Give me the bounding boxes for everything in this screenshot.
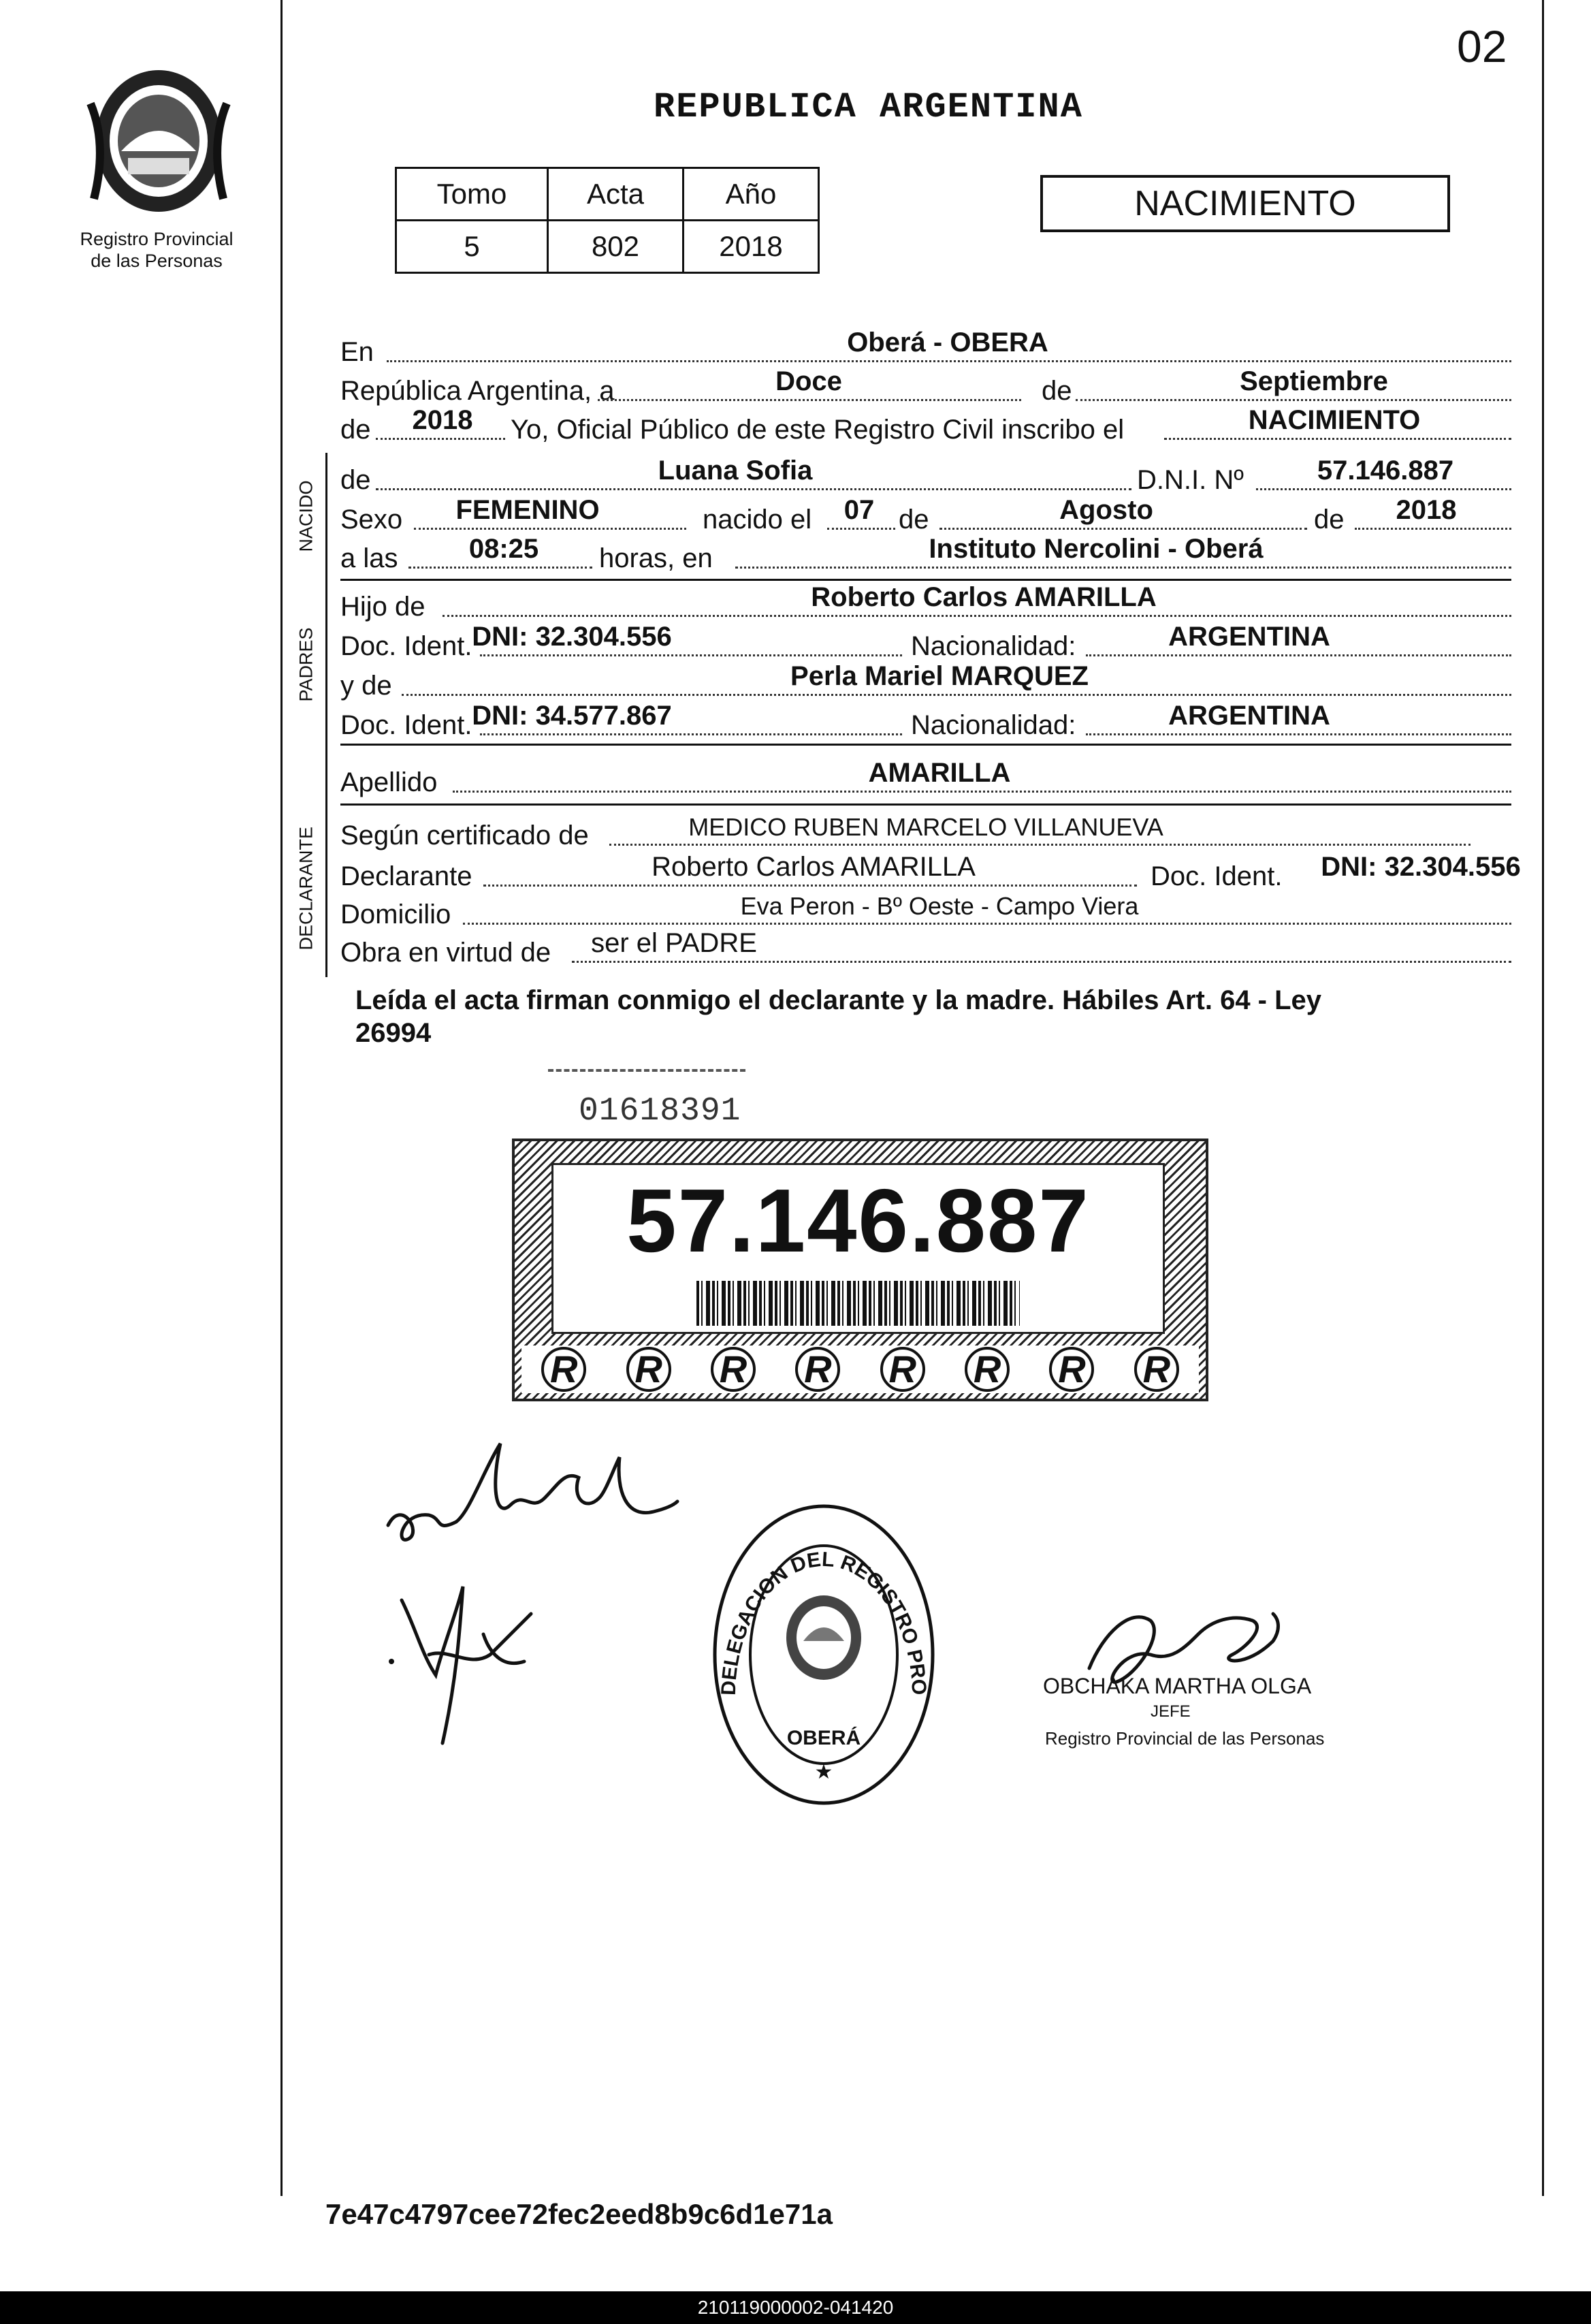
- label-nat-father: Nacionalidad:: [911, 631, 1076, 661]
- dots: [1086, 654, 1511, 656]
- label-doc-declarante: Doc. Ident.: [1151, 861, 1283, 891]
- value-dni: 57.146.887: [1317, 456, 1454, 486]
- row-mother-doc: [340, 700, 1511, 741]
- r-mark: R: [711, 1347, 756, 1392]
- value-year: 2018: [412, 405, 473, 435]
- side-label-divider: [325, 453, 327, 977]
- label-de-year: de: [340, 415, 371, 445]
- value-time: 08:25: [468, 534, 539, 564]
- value-segun: MEDICO RUBEN MARCELO VILLANUEVA: [688, 813, 1163, 841]
- dots: [572, 961, 1511, 963]
- serial-scribble: [548, 1069, 745, 1081]
- dots: [609, 844, 1471, 846]
- label-doc-mother: Doc. Ident.: [340, 710, 472, 740]
- dots: [480, 654, 902, 656]
- dots: [827, 528, 895, 530]
- value-en: Oberá - OBERA: [847, 328, 1048, 357]
- r-mark: R: [965, 1347, 1010, 1392]
- value-birth-month: Agosto: [1059, 495, 1153, 525]
- label-inscribo: Yo, Oficial Público de este Registro Civil inscribo el: [511, 415, 1125, 445]
- row-declarante: [340, 851, 1521, 892]
- value-declarante-doc: DNI: 32.304.556: [1321, 852, 1521, 882]
- row-mother: [340, 660, 1511, 701]
- registry-caption: [54, 228, 259, 272]
- side-label-declarante: DECLARANTE: [295, 826, 317, 951]
- label-segun: Según certificado de: [340, 821, 589, 850]
- left-frame-line: [280, 0, 283, 2196]
- document-title: REPUBLICA ARGENTINA: [654, 87, 1083, 127]
- label-de-birth-year: de: [1314, 505, 1345, 535]
- row-segun: [340, 810, 1511, 851]
- record-table-value-acta: 802: [548, 221, 684, 273]
- row-republica: [340, 366, 1511, 407]
- r-mark: R: [795, 1347, 840, 1392]
- serial-number: 01618391: [579, 1093, 741, 1130]
- dots: [463, 923, 1511, 925]
- label-doc-father: Doc. Ident.: [340, 631, 472, 661]
- label-en: En: [340, 337, 374, 367]
- official-office: Registro Provincial de las Personas: [1045, 1728, 1325, 1749]
- value-place: Instituto Nercolini - Oberá: [929, 534, 1264, 564]
- value-obra: ser el PADRE: [591, 928, 757, 958]
- dots: [480, 733, 902, 735]
- label-domicilio: Domicilio: [340, 900, 451, 929]
- r-mark: R: [880, 1347, 925, 1392]
- barcode-bars: [696, 1281, 1020, 1326]
- record-type-box: NACIMIENTO: [1040, 175, 1450, 232]
- closing-note-line-2: 26994: [355, 1018, 432, 1048]
- dots: [1076, 399, 1511, 401]
- row-en: [340, 327, 1511, 368]
- label-yde: y de: [340, 671, 392, 701]
- value-mother-doc: DNI: 34.577.867: [472, 701, 672, 731]
- side-label-nacido: NACIDO: [295, 480, 317, 552]
- footer-id-bar: 210119000002-041420: [0, 2291, 1591, 2324]
- row-name: [340, 455, 1511, 496]
- r-mark: R: [1049, 1347, 1094, 1392]
- row-obra: [340, 927, 1511, 968]
- declarant-signature: [381, 1430, 681, 1566]
- row-hora: [340, 533, 1511, 574]
- dots: [1164, 438, 1511, 440]
- label-de-name: de: [340, 465, 371, 495]
- dots: [939, 528, 1307, 530]
- dots: [402, 694, 1511, 696]
- dots: [598, 399, 1021, 401]
- dots: [414, 528, 686, 530]
- official-name: OBCHAKA MARTHA OLGA: [1043, 1674, 1312, 1698]
- row-domicilio: [340, 889, 1511, 930]
- dots: [408, 567, 592, 569]
- value-mother-nat: ARGENTINA: [1168, 701, 1330, 731]
- closing-note-line-1: Leída el acta firman conmigo el declarante y la madre. Hábiles Art. 64 - Ley: [355, 985, 1322, 1015]
- label-nat-mother: Nacionalidad:: [911, 710, 1076, 740]
- registry-caption-line-2: de las Personas: [91, 251, 223, 271]
- record-table: [395, 167, 820, 274]
- value-birth-year: 2018: [1396, 495, 1457, 525]
- dots: [735, 567, 1511, 569]
- value-month: Septiembre: [1240, 366, 1388, 396]
- stamp-city: OBERÁ: [786, 1727, 861, 1749]
- closing-note: [355, 984, 1526, 1049]
- r-mark: R: [626, 1347, 671, 1392]
- record-table-header-acta: Acta: [548, 168, 684, 221]
- label-dni: D.N.I. Nº: [1137, 465, 1244, 495]
- right-frame-line: [1542, 0, 1544, 2196]
- value-birth-day: 07: [843, 495, 875, 525]
- r-mark: R: [1134, 1347, 1179, 1392]
- label-obra: Obra en virtud de: [340, 938, 551, 968]
- label-de: de: [1042, 376, 1072, 406]
- official-role: JEFE: [1151, 1702, 1191, 1721]
- divider: [340, 744, 1511, 746]
- row-apellido: [340, 757, 1511, 798]
- dots: [1355, 528, 1511, 530]
- dots: [483, 885, 1137, 887]
- dots: [443, 615, 1511, 617]
- official-oval-stamp: [708, 1498, 939, 1811]
- value-declarante: Roberto Carlos AMARILLA: [652, 852, 976, 882]
- row-father-doc: [340, 621, 1511, 662]
- label-declarante: Declarante: [340, 861, 472, 891]
- stamp-star-icon: ★: [814, 1761, 833, 1783]
- side-label-padres: PADRES: [295, 627, 317, 702]
- document-hash: 7e47c4797cee72fec2eed8b9c6d1e71a: [325, 2198, 833, 2230]
- label-de-month: de: [899, 505, 929, 535]
- label-apellido: Apellido: [340, 767, 438, 797]
- value-mother-name: Perla Mariel MARQUEZ: [790, 661, 1089, 691]
- record-table-value-ano: 2018: [684, 221, 819, 273]
- r-mark-strip: [521, 1346, 1199, 1393]
- label-nacido: nacido el: [703, 505, 812, 535]
- dots: [453, 791, 1511, 793]
- dots: [376, 488, 1131, 490]
- dots: [387, 360, 1511, 362]
- registry-caption-line-1: Registro Provincial: [80, 229, 234, 249]
- divider: [340, 579, 1511, 581]
- dni-barcode-label: [512, 1139, 1208, 1401]
- record-table-header-ano: Año: [684, 168, 819, 221]
- barcode-inner-panel: [551, 1163, 1165, 1334]
- r-mark: R: [541, 1347, 586, 1392]
- label-horas: horas, en: [599, 543, 713, 573]
- value-name: Luana Sofia: [658, 456, 813, 486]
- value-sexo: FEMENINO: [455, 495, 600, 525]
- value-inscribo: NACIMIENTO: [1248, 405, 1421, 435]
- dots: [376, 438, 505, 440]
- label-hijo: Hijo de: [340, 592, 425, 622]
- record-table-value-tomo: 5: [396, 221, 548, 273]
- record-table-header-tomo: Tomo: [396, 168, 548, 221]
- barcode-dni-number: 57.146.887: [626, 1171, 1090, 1271]
- value-father-name: Roberto Carlos AMARILLA: [811, 582, 1157, 612]
- value-apellido: AMARILLA: [868, 758, 1011, 788]
- row-sexo: [340, 494, 1511, 535]
- divider: [340, 803, 1511, 806]
- stamp-ring-text: DELEGACION DEL REGISTRO PRO: [717, 1548, 931, 1696]
- row-hijo: [340, 582, 1511, 622]
- mother-signature: [388, 1573, 545, 1750]
- row-inscribo: [340, 404, 1511, 445]
- page-number: 02: [1457, 21, 1507, 71]
- value-father-doc: DNI: 32.304.556: [472, 622, 672, 652]
- label-republica: República Argentina, a: [340, 376, 615, 406]
- provincial-seal-logo: [80, 63, 237, 219]
- label-alas: a las: [340, 543, 398, 573]
- value-domicilio: Eva Peron - Bº Oeste - Campo Viera: [740, 892, 1139, 920]
- dots: [1256, 488, 1511, 490]
- value-day: Doce: [775, 366, 842, 396]
- label-sexo: Sexo: [340, 505, 403, 535]
- dots: [1086, 733, 1511, 735]
- value-father-nat: ARGENTINA: [1168, 622, 1330, 652]
